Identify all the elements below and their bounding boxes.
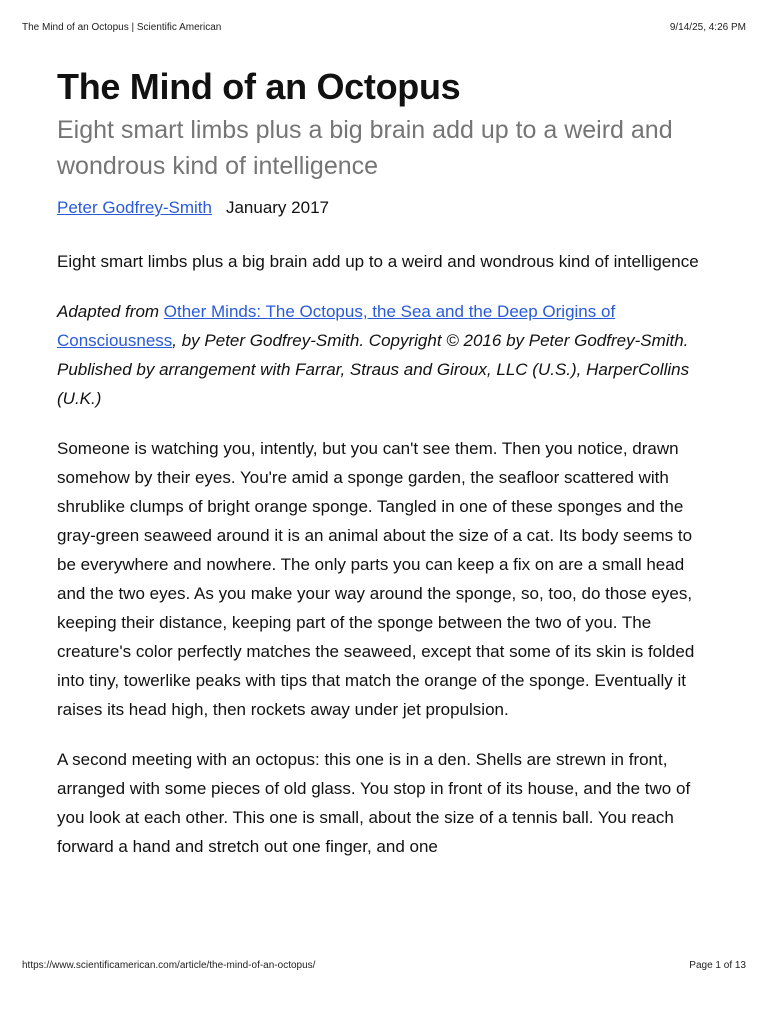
print-footer: [22, 960, 746, 971]
adaptation-suffix: , by Peter Godfrey-Smith. Copyright © 2016 by Peter Godfrey-Smith. Published by arrangement with Farrar, Straus and Giroux, LLC (U.S.), HarperCollins (U.K.): [57, 331, 690, 408]
author-link[interactable]: Peter Godfrey-Smith: [57, 198, 212, 217]
print-footer-page-number: Page 1 of 13: [689, 960, 746, 971]
adaptation-note: [57, 297, 713, 413]
byline: [57, 197, 713, 219]
article: [57, 64, 713, 861]
print-header-page-title: The Mind of an Octopus | Scientific American: [22, 22, 222, 33]
article-summary: Eight smart limbs plus a big brain add up to a weird and wondrous kind of intelligence: [57, 252, 699, 271]
print-footer-url: https://www.scientificamerican.com/article/the-mind-of-an-octopus/: [22, 960, 316, 971]
publish-date: January 2017: [225, 198, 329, 217]
article-title: The Mind of an Octopus: [57, 66, 461, 107]
book-link[interactable]: Other Minds: The Octopus, the Sea and the Deep Origins of Consciousness: [57, 302, 616, 350]
adaptation-prefix: Adapted from: [57, 302, 164, 321]
print-header: [22, 22, 746, 33]
print-header-timestamp: 9/14/25, 4:26 PM: [669, 22, 746, 33]
body-paragraph-2: A second meeting with an octopus: this one is in a den. Shells are strewn in front, arranged with some pieces of old glass. You stop in front of its house, and the two of you look at each other. This one is small, about the size of a tennis ball. You reach forward a hand and stretch out one finger, and one: [57, 750, 691, 856]
article-subtitle: Eight smart limbs plus a big brain add up to a weird and wondrous kind of intelligence: [57, 116, 673, 180]
body-paragraph-1: Someone is watching you, intently, but you can't see them. Then you notice, drawn somehow by their eyes. You're amid a sponge garden, the seafloor scattered with shrublike clumps of bright orange sponge. Tangled in one of these sponges and the gray-green seaweed around it is an animal about the size of a cat. Its body seems to be everywhere and nowhere. The only parts you can keep a fix on are a small head and the two eyes. As you make your way around the sponge, so, too, do those eyes, keeping their distance, keeping part of the sponge between the two of you. The creature's color perfectly matches the seaweed, except that some of its skin is folded into tiny, towerlike peaks with tips that match the orange of the sponge. Eventually it raises its head high, then rockets away under jet propulsion.: [57, 439, 695, 719]
